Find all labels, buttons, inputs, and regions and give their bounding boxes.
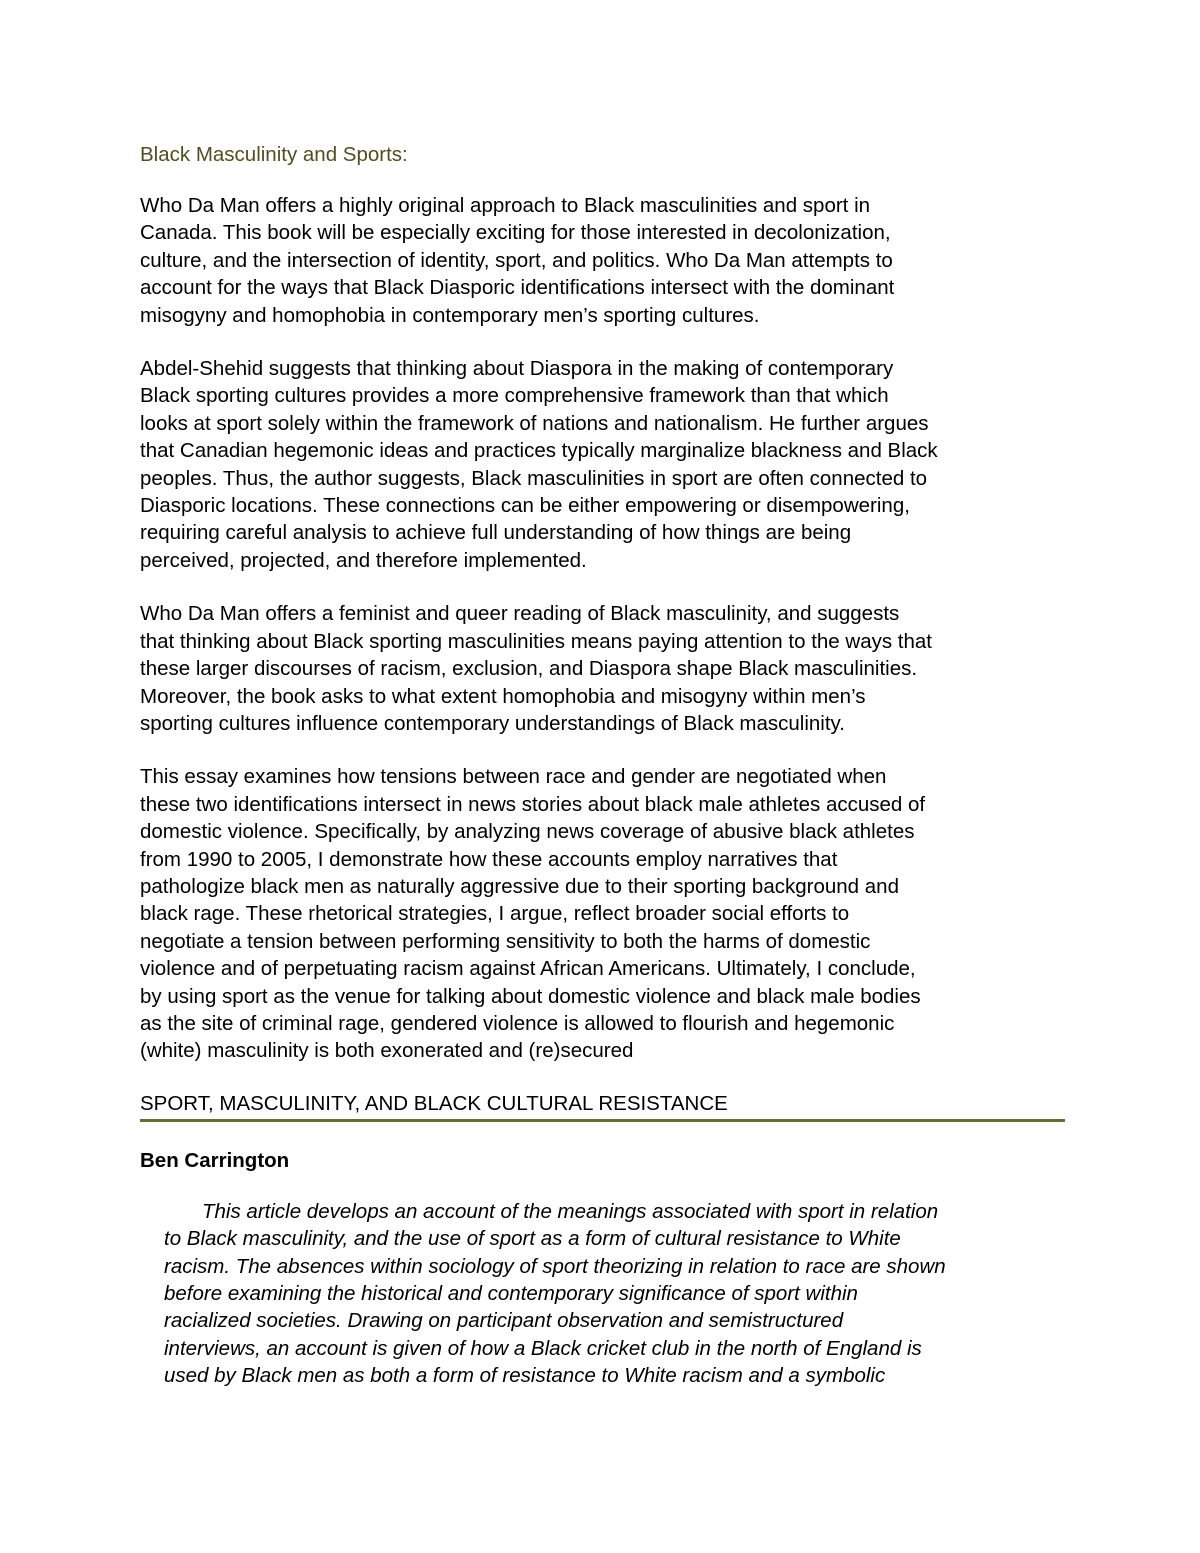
text-line: Abdel-Shehid suggests that thinking about Diaspora in the making of contemporary	[140, 357, 894, 381]
document-title: Black Masculinity and Sports:	[140, 143, 408, 166]
text-line: perceived, projected, and therefore implemented.	[140, 548, 587, 572]
paragraph-2	[140, 355, 1065, 574]
text-line: Black sporting cultures provides a more comprehensive framework than that which	[140, 384, 889, 408]
author-name: Ben Carrington	[140, 1148, 290, 1172]
text-line: This article develops an account of the meanings associated with sport in relation	[202, 1199, 939, 1223]
text-line: that thinking about Black sporting masculinities means paying attention to the ways that	[140, 629, 932, 653]
text-line: black rage. These rhetorical strategies, I argue, reflect broader social efforts to	[140, 902, 850, 926]
text-line: that Canadian hegemonic ideas and practices typically marginalize blackness and Black	[140, 439, 938, 463]
text-line: racism. The absences within sociology of sport theorizing in relation to race are shown	[164, 1254, 946, 1278]
text-line: Diasporic locations. These connections can be either empowering or disempowering,	[140, 494, 910, 518]
text-line: used by Black men as both a form of resistance to White racism and a symbolic	[164, 1364, 886, 1388]
text-line: culture, and the intersection of identity, sport, and politics. Who Da Man attempts to	[140, 248, 893, 272]
text-line: domestic violence. Specifically, by analyzing news coverage of abusive black athletes	[140, 820, 915, 844]
text-line: as the site of criminal rage, gendered violence is allowed to flourish and hegemonic	[140, 1011, 895, 1035]
text-line: to Black masculinity, and the use of sport as a form of cultural resistance to White	[164, 1227, 901, 1251]
text-line: before examining the historical and contemporary significance of sport within	[164, 1282, 858, 1305]
text-line: by using sport as the venue for talking about domestic violence and black male bodies	[140, 984, 921, 1008]
abstract	[164, 1198, 1065, 1390]
text-line: Who Da Man offers a feminist and queer reading of Black masculinity, and suggests	[140, 602, 900, 626]
paragraph-4	[140, 763, 1065, 1064]
text-line: Moreover, the book asks to what extent homophobia and misogyny within men’s	[140, 684, 866, 708]
text-line: misogyny and homophobia in contemporary men’s sporting cultures.	[140, 303, 760, 327]
text-line: interviews, an account is given of how a Black cricket club in the north of England is	[164, 1336, 922, 1360]
text-line: looks at sport solely within the framework of nations and nationalism. He further argues	[140, 411, 929, 435]
text-line: peoples. Thus, the author suggests, Black masculinities in sport are often connected to	[140, 466, 928, 490]
text-line: requiring careful analysis to achieve full understanding of how things are being	[140, 521, 852, 545]
text-line: sporting cultures influence contemporary understandings of Black masculinity.	[140, 711, 845, 735]
text-line: (white) masculinity is both exonerated and (re)secured	[140, 1039, 634, 1063]
text-line: these larger discourses of racism, exclusion, and Diaspora shape Black masculinities.	[140, 657, 918, 681]
text-line: pathologize black men as naturally aggressive due to their sporting background and	[140, 874, 899, 898]
text-line: racialized societies. Drawing on participant observation and semistructured	[164, 1309, 844, 1333]
document-page	[140, 142, 1065, 1390]
text-line: Who Da Man offers a highly original approach to Black masculinities and sport in	[140, 194, 871, 217]
text-line: negotiate a tension between performing sensitivity to both the harms of domestic	[140, 929, 871, 953]
text-line: account for the ways that Black Diasporic identifications intersect with the dominant	[140, 276, 895, 300]
text-line: violence and of perpetuating racism against African Americans. Ultimately, I conclude,	[140, 957, 916, 981]
paragraph-1	[140, 192, 1065, 329]
paragraph-3	[140, 600, 1065, 737]
text-line: This essay examines how tensions between race and gender are negotiated when	[140, 765, 887, 789]
text-line: Canada. This book will be especially exciting for those interested in decolonization,	[140, 221, 891, 245]
text-line: from 1990 to 2005, I demonstrate how these accounts employ narratives that	[140, 847, 838, 871]
text-line: these two identifications intersect in news stories about black male athletes accused of	[140, 792, 926, 816]
section-heading: SPORT, MASCULINITY, AND BLACK CULTURAL RESISTANCE	[140, 1091, 1065, 1122]
body-paragraphs	[140, 192, 1065, 1065]
